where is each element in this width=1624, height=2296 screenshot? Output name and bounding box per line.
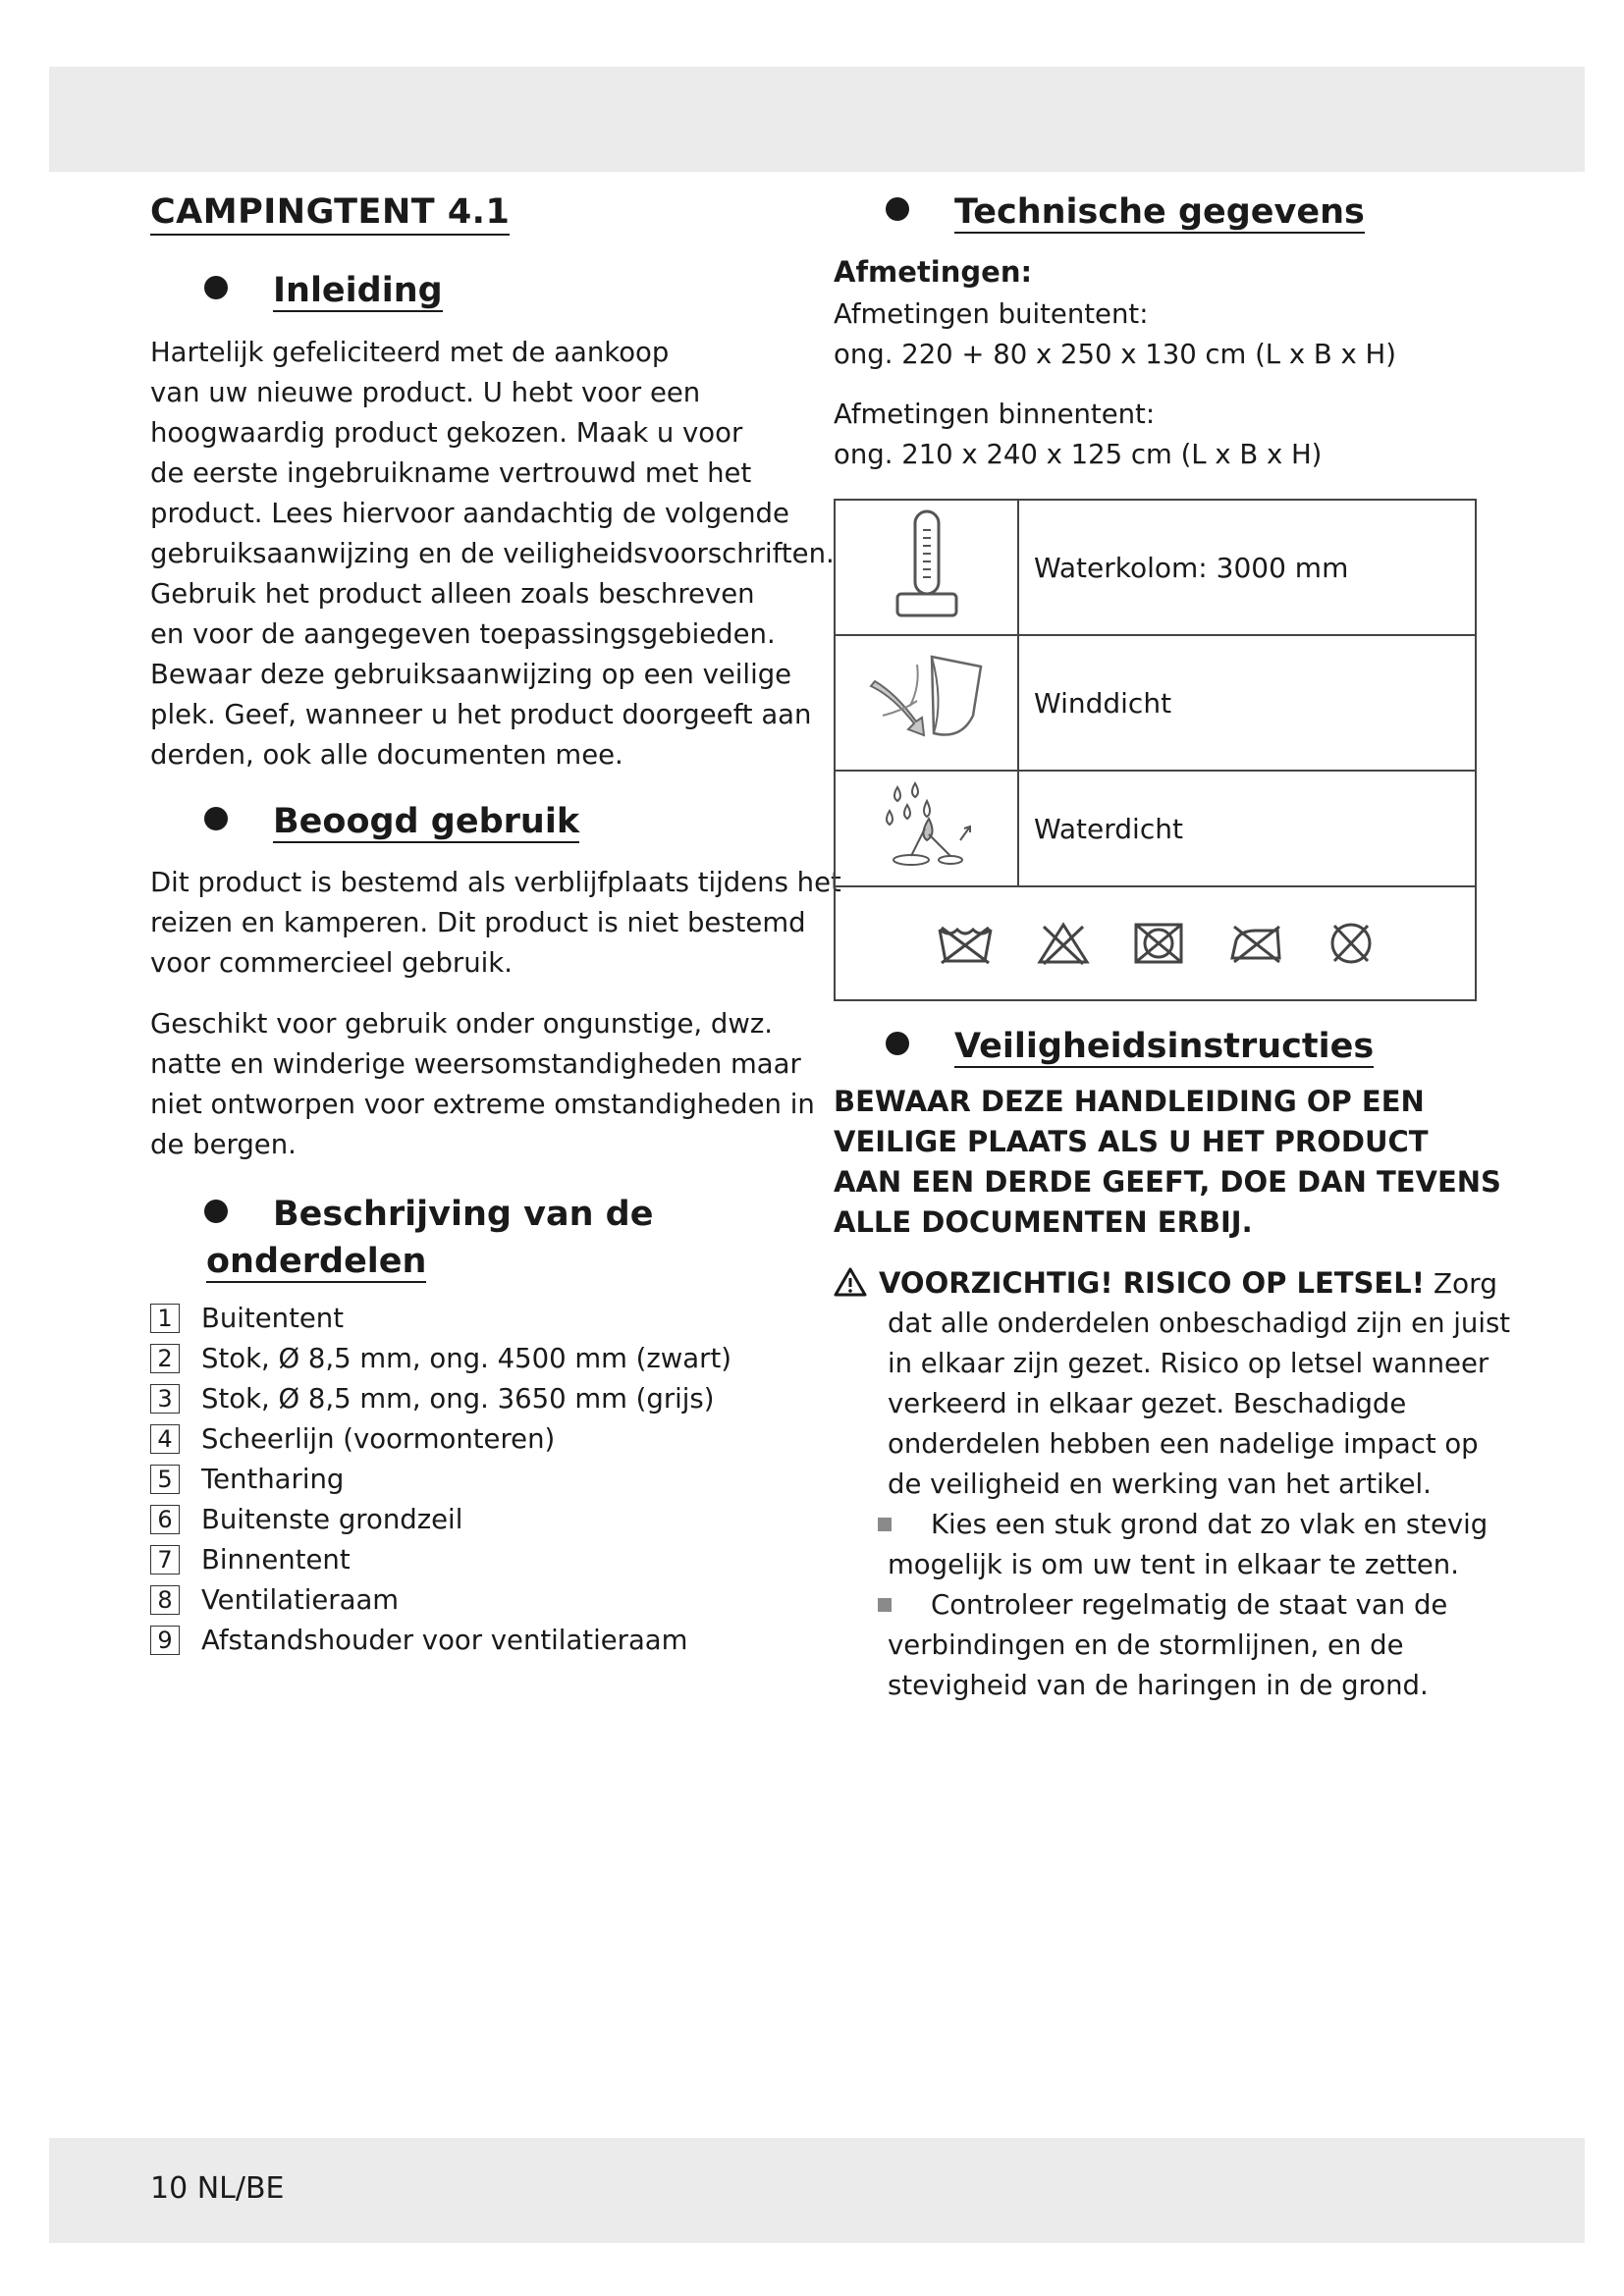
document-title: CAMPINGTENT 4.1 (150, 192, 510, 236)
parts-list (150, 1298, 731, 1660)
no-bleach-icon (1036, 921, 1091, 966)
header-band (49, 67, 1585, 172)
page-number: 10 NL/BE (150, 2171, 285, 2206)
keep-manual-notice: BEWAAR DEZE HANDLEIDING OP EEN VEILIGE PLAATS ALS U HET PRODUCT AAN EEN DERDE GEEFT, DOE DAN TEVENS ALLE DOCUMENTEN ERBIJ. (834, 1085, 1501, 1239)
list-item: 3 Stok, Ø 8,5 mm, ong. 3650 mm (grijs) (150, 1378, 731, 1418)
no-dry-clean-icon (1326, 920, 1376, 967)
list-item: 4 Scheerlijn (voormonteren) (150, 1418, 731, 1459)
spec-water-column: Waterkolom: 3000 mm (1018, 500, 1476, 635)
list-item: 7 Binnentent (150, 1539, 731, 1579)
inner-dimensions: Afmetingen binnentent: ong. 210 x 240 x 125 cm (L x B x H) (834, 399, 1323, 470)
heading-beschrijving: Beschrijving van de (204, 1195, 653, 1234)
warning-triangle-icon (834, 1267, 867, 1297)
intro-paragraph: Hartelijk gefeliciteerd met de aankoop van uw nieuwe product. U hebt voor een hoogwaardig product gekozen. Maak u voor de eerste ingebruikname vertrouwd met het product. Lees hiervoor aandachtig de volgende gebruiksaanwijzing en de veiligheidsvoorschriften. Gebruik het product alleen zoals beschreven en voor de aangegeven toepassingsgebieden. Bewaar deze gebruiksaanwijzing op een veilige plek. Geef, wanneer u het product doorgeeft aan derden, ook alle documenten mee. (150, 337, 835, 771)
list-item: 8 Ventilatieraam (150, 1579, 731, 1620)
spec-waterproof: Waterdicht (1018, 771, 1476, 886)
safety-bullet-1-cont: mogelijk is om uw tent in elkaar te zetten. (888, 1549, 1459, 1580)
heading-onderdelen: onderdelen (206, 1242, 427, 1281)
bullet-dot-icon (204, 807, 228, 830)
no-iron-icon (1226, 921, 1285, 966)
bullet-dot-icon (204, 276, 228, 299)
table-row (835, 771, 1476, 886)
bullet-dot-icon (886, 1032, 909, 1055)
bullet-dot-icon (886, 197, 909, 221)
list-item: 5 Tentharing (150, 1459, 731, 1499)
spec-table (834, 499, 1477, 1001)
intended-use-paragraph-2: Geschikt voor gebruik onder ongunstige, dwz. natte en winderige weersomstandigheden maar niet ontworpen voor extreme omstandigheden in de bergen. (150, 1008, 815, 1160)
list-item: 9 Afstandshouder voor ventilatieraam (150, 1620, 731, 1660)
care-symbols (836, 887, 1475, 999)
spec-windproof: Winddicht (1018, 635, 1476, 771)
list-item: 6 Buitenste grondzeil (150, 1499, 731, 1539)
safety-bullet-2-cont: verbindingen en de stormlijnen, en de stevigheid van de haringen in de grond. (888, 1629, 1429, 1701)
warning-paragraph: dat alle onderdelen onbeschadigd zijn en juist in elkaar zijn gezet. Risico op letsel wanneer verkeerd in elkaar gezet. Beschadigde onderdelen hebben een nadelige impact op de veiligheid en werking van het artikel. (888, 1308, 1511, 1500)
square-bullet-icon (878, 1598, 892, 1612)
safety-bullet-1: Kies een stuk grond dat zo vlak en stevig (878, 1505, 1488, 1545)
no-wash-icon (936, 922, 995, 965)
list-item: 2 Stok, Ø 8,5 mm, ong. 4500 mm (zwart) (150, 1338, 731, 1378)
table-row (835, 886, 1476, 1000)
heading-inleiding: Inleiding (204, 271, 443, 310)
table-row (835, 500, 1476, 635)
heading-beoogd-gebruik: Beoogd gebruik (204, 802, 579, 841)
table-row (835, 635, 1476, 771)
windproof-icon (863, 647, 991, 755)
outer-dimensions: Afmetingen buitentent: ong. 220 + 80 x 250 x 130 cm (L x B x H) (834, 298, 1396, 370)
list-item: 1 Buitentent (150, 1298, 731, 1338)
square-bullet-icon (878, 1518, 892, 1531)
dimensions-label: Afmetingen: (834, 255, 1033, 289)
intended-use-paragraph-1: Dit product is bestemd als verblijfplaats tijdens het reizen en kamperen. Dit product is niet bestemd voor commercieel gebruik. (150, 867, 841, 979)
warning-heading: VOORZICHTIG! RISICO OP LETSEL! Zorg (834, 1263, 1497, 1304)
safety-bullet-2: Controleer regelmatig de staat van de (878, 1585, 1447, 1626)
heading-veiligheidsinstructies: Veiligheidsinstructies (886, 1027, 1374, 1066)
no-tumble-dry-icon (1132, 921, 1185, 966)
bullet-dot-icon (204, 1200, 228, 1223)
waterproof-icon (868, 779, 986, 874)
water-column-icon (893, 508, 961, 622)
heading-technische-gegevens: Technische gegevens (886, 192, 1365, 232)
